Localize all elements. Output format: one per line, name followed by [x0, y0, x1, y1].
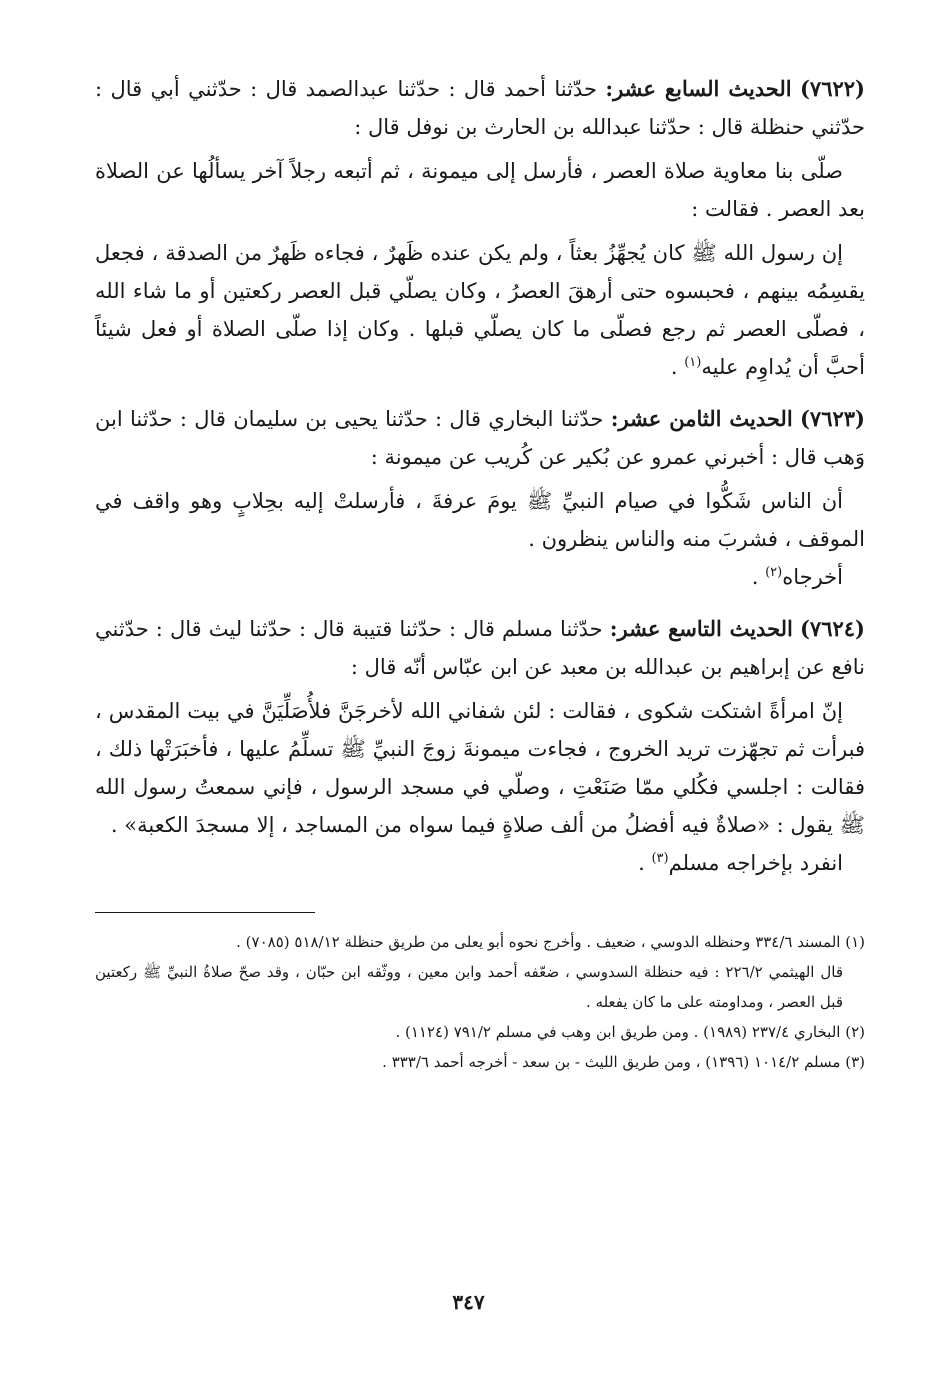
- footnote-marker: (٢): [845, 1023, 865, 1041]
- footnote-2: [95, 1017, 865, 1047]
- footnote-ref-1[interactable]: (١): [684, 355, 702, 370]
- matn-text: إن رسول الله ﷺ كان يُجهِّزُ بعثاً ، ولم يكن عنده ظَهرٌ ، فجاءه ظَهرٌ من الصدقة ، فجعل يقسِمُه بينهم ، فحبسوه حتى أرهقَ العصرُ ، وكان يصلّي قبل العصر ركعتين أو ما شاء الله ، فصلّى العصر ثم رجع فصلّى ما كان يصلّي قبلها . وكان إذا صلّى الصلاة أو فعل شيئاً أحبَّ أن يُداوِم عليه: [95, 241, 865, 379]
- isnad-text: حدّثنا أحمد قال : حدّثنا عبدالصمد قال : حدّثني أبي قال : حدّثني حنظلة قال : حدّثنا عبدالله بن الحارث بن نوفل قال :: [95, 77, 865, 139]
- hadith-takhrij: [95, 558, 865, 596]
- hadith-7623: [95, 400, 865, 596]
- footnote-text-continued: قال الهيثمي ٢٢٦/٢ : فيه حنظلة السدوسي ، ضعّفه أحمد وابن معين ، ووثّقه ابن حبّان ، وقد صحّ صلاةُ النبيِّ ﷺ ركعتين قبل العصر ، ومداومته على ما كان يفعله .: [95, 963, 843, 1011]
- hadith-isnad: [95, 400, 865, 476]
- footnote-1: [95, 927, 865, 1017]
- sentence-end: .: [670, 355, 685, 379]
- page-number: ٣٤٧: [452, 1290, 485, 1314]
- hadith-number: (٧٦٢٣): [799, 406, 865, 431]
- takhrij-text: انفرد بإخراجه مسلم: [668, 851, 843, 875]
- footnote-text: مسلم ١٠١٤/٢ (١٣٩٦) ، ومن طريق الليث - بن سعد - أخرجه أحمد ٣٣٣/٦ .: [382, 1053, 841, 1071]
- hadith-matn: [95, 152, 865, 228]
- footnote-ref-3[interactable]: (٣): [651, 851, 669, 866]
- matn-text: إنّ امرأةً اشتكت شكوى ، فقالت : لئن شفاني الله لأخرجَنَّ فلأُصَلِّيَنَّ في بيت المقدس ، فبرأت ثم تجهّزت تريد الخروج ، فجاءت ميمونةَ زوجَ النبيِّ ﷺ تسلِّمُ عليها ، فأخبَرَتْها ذلك ، فقالت : اجلسي فكُلي ممّا صَنَعْتِ ، وصلّي في مسجد الرسول ، فإني سمعتُ رسول الله ﷺ يقول : «صلاةٌ فيه أفضلُ من ألف صلاةٍ فيما سواه من المساجد ، إلا مسجدَ الكعبة» .: [95, 699, 865, 837]
- footnote-text: المسند ٣٣٤/٦ وحنظله الدوسي ، ضعيف . وأخرج نحوه أبو يعلى من طريق حنظلة ٥١٨/١٢ (٧٠٨٥) .: [236, 933, 841, 951]
- footnote-3: [95, 1047, 865, 1077]
- hadith-matn: [95, 482, 865, 558]
- hadith-title: الحديث الثامن عشر:: [610, 406, 793, 431]
- footnote-divider: [95, 912, 315, 913]
- sentence-end: .: [638, 851, 652, 875]
- hadith-isnad: [95, 610, 865, 686]
- hadith-title: الحديث السابع عشر:: [605, 76, 792, 101]
- hadith-isnad: [95, 70, 865, 146]
- hadith-7624: [95, 610, 865, 882]
- footnote-divider-wrap: [95, 896, 865, 927]
- hadith-number: (٧٦٢٢): [799, 76, 865, 101]
- isnad-text: حدّثنا البخاري قال : حدّثنا يحيى بن سليمان قال : حدّثنا ابن وَهب قال : أخبرني عمرو عن بُكير عن كُريب عن ميمونة :: [95, 407, 865, 469]
- footnote-ref-2[interactable]: (٢): [765, 565, 783, 580]
- footnotes: [95, 927, 865, 1077]
- isnad-text: حدّثنا مسلم قال : حدّثنا قتيبة قال : حدّثنا ليث قال : حدّثني نافع عن إبراهيم بن عبدالله بن معبد عن ابن عبّاس أنّه قال :: [95, 617, 865, 679]
- hadith-7622: [95, 70, 865, 386]
- hadith-title: الحديث التاسع عشر:: [609, 616, 793, 641]
- hadith-number: (٧٦٢٤): [799, 616, 865, 641]
- footnote-text: البخاري ٢٣٧/٤ (١٩٨٩) . ومن طريق ابن وهب في مسلم ٧٩١/٢ (١١٢٤) .: [395, 1023, 841, 1041]
- hadith-matn: [95, 692, 865, 844]
- matn-text: صلّى بنا معاوية صلاة العصر ، فأرسل إلى ميمونة ، ثم أتبعه رجلاً آخر يسألُها عن الصلاة بعد العصر . فقالت :: [95, 159, 865, 221]
- takhrij-text: أخرجاه: [782, 565, 843, 589]
- footnote-marker: (٣): [845, 1053, 865, 1071]
- page-body: [95, 70, 865, 1360]
- hadith-matn-continued: [95, 234, 865, 386]
- footnote-marker: (١): [845, 933, 865, 951]
- sentence-end: .: [751, 565, 766, 589]
- hadith-takhrij: [95, 844, 865, 882]
- matn-text: أن الناس شَكُّوا في صيام النبيِّ ﷺ يومَ عرفةَ ، فأرسلتْ إليه بحِلابٍ وهو واقف في الموقف ، فشربَ منه والناس ينظرون .: [95, 489, 865, 551]
